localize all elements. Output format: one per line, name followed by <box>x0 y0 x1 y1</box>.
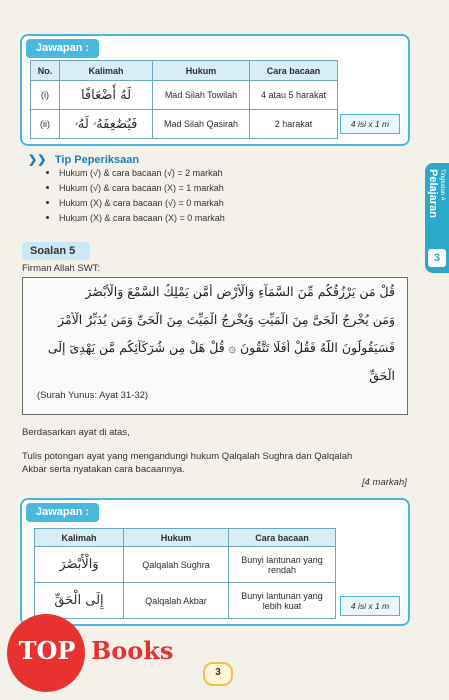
question-text-2a: Tulis potongan ayat yang mengandungi hukum Qalqalah Sughra dan Qalqalah <box>22 451 353 462</box>
list-item <box>46 181 328 196</box>
side-tab-sub: Tingkatan 4 <box>439 169 445 201</box>
answer-box-2 <box>20 498 410 626</box>
answer-box-1 <box>20 34 410 146</box>
row-cara: 2 harakat <box>250 110 338 139</box>
tip-item-text: Hukum (√) & cara bacaan (√) = 2 markah <box>59 168 223 178</box>
row-cara-line: Bunyi lantunan yang <box>241 554 323 565</box>
bullet-icon <box>46 171 49 174</box>
quran-verse-box <box>22 277 408 415</box>
table-row <box>35 583 336 619</box>
bullet-icon <box>46 216 49 219</box>
row-kalimah: لَهُ أَضْعَافًا <box>60 81 153 110</box>
bullet-icon <box>46 201 49 204</box>
row-cara <box>229 583 336 619</box>
mark-note: 4 isi x 1 m <box>340 114 400 134</box>
row-hukum: Mad Silah Qasirah <box>153 110 250 139</box>
answer-label: Jawapan : <box>26 503 99 522</box>
row-cara-line: lebih kuat <box>262 600 302 611</box>
col-header-hukum: Hukum <box>124 529 229 547</box>
bullet-icon <box>46 186 49 189</box>
row-no: (ii) <box>31 110 60 139</box>
tip-list <box>46 166 328 226</box>
tip-title: Tip Peperiksaan <box>54 154 140 166</box>
logo-top-text: TOP <box>18 636 76 665</box>
mark-note: 4 isi x 1 m <box>340 596 400 616</box>
verse-line: الْحَقِّ <box>369 368 395 383</box>
row-cara: 4 atau 5 harakat <box>250 81 338 110</box>
answer-label: Jawapan : <box>26 39 99 58</box>
chapter-side-tab <box>425 163 449 273</box>
answer-table-1 <box>30 60 338 139</box>
col-header-kalimah: Kalimah <box>35 529 124 547</box>
col-header-hukum: Hukum <box>153 61 250 81</box>
logo-books-text: Books <box>91 636 174 665</box>
col-header-kalimah: Kalimah <box>60 61 153 81</box>
question-text-1: Berdasarkan ayat di atas, <box>22 427 130 438</box>
row-kalimah: فَيُضَٰعِفَهُۥ لَهُۥ <box>60 110 153 139</box>
question-label: Soalan 5 <box>22 242 90 260</box>
row-hukum: Qalqalah Sughra <box>124 547 229 583</box>
col-header-cara: Cara bacaan <box>250 61 338 81</box>
question-text-2b: Akbar serta nyatakan cara bacaannya. <box>22 464 185 475</box>
page-number: 3 <box>203 662 233 686</box>
table-row <box>31 110 338 139</box>
col-header-cara: Cara bacaan <box>229 529 336 547</box>
row-hukum: Qalqalah Akbar <box>124 583 229 619</box>
table-row <box>35 547 336 583</box>
list-item <box>46 166 328 181</box>
verse-line: قُلْ مَن يَرْزُقُكُم مِّنَ السَّمَآءِ وَالْأَرْضِ أَمَّن يَمْلِكُ السَّمْعَ وَالْأَبْصَٰرَ <box>85 284 395 299</box>
side-tab-title: Pelajaran <box>427 169 439 218</box>
row-kalimah: وَالْأَبْصَٰرَ <box>35 547 124 583</box>
double-chevron-icon: ❯❯ <box>28 154 47 166</box>
tip-header <box>28 150 328 166</box>
col-header-no: No. <box>31 61 60 81</box>
tip-item-text: Hukum (X) & cara bacaan (√) = 0 markah <box>59 198 224 208</box>
question-intro: Firman Allah SWT: <box>22 263 101 274</box>
verse-source: (Surah Yunus: Ayat 31-32) <box>37 390 149 401</box>
tip-item-text: Hukum (X) & cara bacaan (X) = 0 markah <box>59 213 225 223</box>
row-cara-line: Bunyi lantunan yang <box>241 590 323 601</box>
answer-table-2 <box>34 528 336 619</box>
row-kalimah: إِلَى الْحَقِّ <box>35 583 124 619</box>
table-row <box>31 81 338 110</box>
verse-line: وَمَن يُخْرِجُ الْحَىَّ مِنَ الْمَيِّتِ وَيُخْرِجُ الْمَيِّتَ مِنَ الْحَىِّ وَمَن يُدَبِّرُ الْأَمْرَ <box>58 312 395 327</box>
question-marks: [4 markah] <box>362 477 407 488</box>
row-cara-line: rendah <box>267 564 297 575</box>
side-tab-number: 3 <box>428 249 446 267</box>
list-item <box>46 196 328 211</box>
row-cara <box>229 547 336 583</box>
verse-line: فَسَيَقُولُونَ اللَّهُ فَقُلْ أَفَلَا تَتَّقُونَ ۞ قُلْ هَلْ مِن شُرَكَآئِكُم مَّن يَهْدِىٓ إِلَى <box>47 340 395 355</box>
row-no: (i) <box>31 81 60 110</box>
row-hukum: Mad Silah Towilah <box>153 81 250 110</box>
list-item <box>46 211 328 226</box>
tip-item-text: Hukum (√) & cara bacaan (X) = 1 markah <box>59 183 224 193</box>
tip-section <box>28 150 328 226</box>
